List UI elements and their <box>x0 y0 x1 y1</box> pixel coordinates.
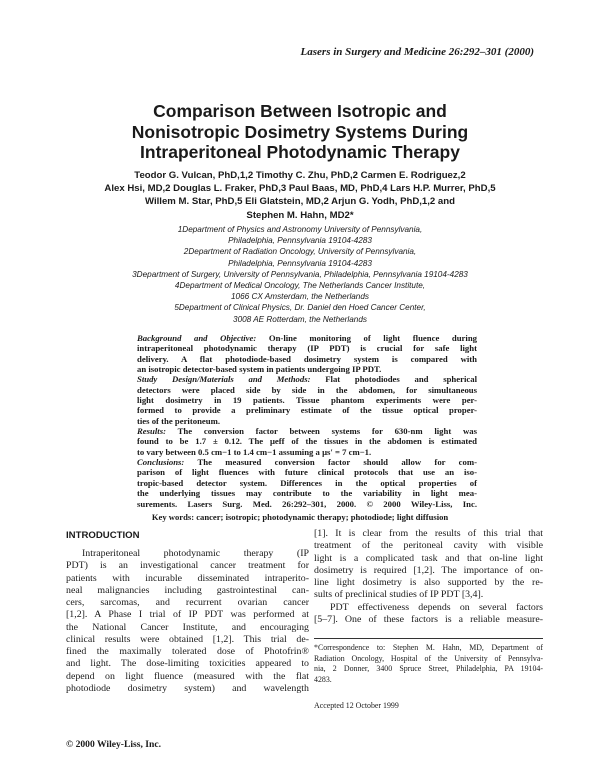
body-column-right <box>314 528 543 626</box>
abstract-line: formed to provide a preliminary estimate of the tissue optical proper- <box>137 405 477 416</box>
paper-title <box>60 101 540 163</box>
keywords: Key words: cancer; isotropic; photodynamic therapy; photodiode; light diffusion <box>151 512 449 522</box>
abstract-line: ties of the peritoneum. <box>137 415 220 426</box>
affiliation-line: 3008 AE Rotterdam, the Netherlands <box>233 314 367 324</box>
footnote-divider <box>314 638 543 639</box>
abstract-line: detectors were placed side by side in the abdomen, for simultaneous <box>137 384 477 395</box>
body-line: treatment of the peritoneal cavity with visible <box>314 540 543 552</box>
affiliation-line: 1066 CX Amsterdam, the Netherlands <box>230 292 370 302</box>
affiliations <box>60 224 540 325</box>
body-line: photodiode dosimetry system) and wavelength <box>66 682 309 694</box>
abstract-line: Flat photodiodes and spherical <box>325 374 477 385</box>
body-line: dosimetry is required [1,2]. The importance of on- <box>314 564 543 576</box>
section-heading-introduction: INTRODUCTION <box>66 530 140 541</box>
body-line: cers, sarcomas, and recurrent ovarian cancer <box>66 597 309 608</box>
abstract-heading-study: Study Design/Materials and Methods: <box>137 374 311 385</box>
body-line: [1,2]. A Phase I trial of IP PDT was performed at <box>66 609 309 621</box>
footnote-line: Radiation Oncology, Hospital of the University of Pennsylva- <box>314 653 543 663</box>
affiliation-line: 5Department of Clinical Physics, Dr. Daniel den Hoed Cancer Center, <box>174 303 426 313</box>
body-line: [1]. It is clear from the results of this trial that <box>314 528 543 539</box>
footnote-line: nia, 2 Donner, 3400 Spruce Street, Philadelphia, PA 19104- <box>314 664 543 674</box>
affiliation-line: 4Department of Medical Oncology, The Netherlands Cancer Institute, <box>174 281 426 291</box>
affiliation-line: Philadelphia, Pennsylvania 19104-4283 <box>228 236 372 246</box>
body-line: neal malignancies including gastrointestinal can- <box>66 584 309 596</box>
abstract <box>137 333 477 509</box>
journal-citation: Lasers in Surgery and Medicine 26:292–301 (2000) <box>300 46 534 58</box>
abstract-line: found to be 1.7 ± 0.12. The μeff of the tissues in the abdomen is estimated <box>137 436 477 447</box>
body-line: depend on light fluence (measured with the flat <box>66 670 309 682</box>
body-line: and light. The dose-limiting toxicities appeared to <box>66 658 309 670</box>
body-line: line light dosimetry is also supported by the re- <box>314 577 543 588</box>
body-line: the National Cancer Institute, and encouraging <box>66 621 309 633</box>
abstract-heading-background: Background and Objective: <box>137 333 257 343</box>
accepted-date: Accepted 12 October 1999 <box>314 701 399 710</box>
body-line: fined the maximally tolerated dose of Photofrin® <box>66 646 309 657</box>
body-line: light is a complicated task and that on-line light <box>314 552 543 564</box>
body-line: patients with incurable disseminated intraperito- <box>66 572 309 584</box>
abstract-line: delivery. A flat photodiode-based dosimetry system is compared with <box>137 353 477 364</box>
body-line: PDT) is an investigational cancer treatment for <box>66 560 309 572</box>
affiliation-line: 2Department of Radiation Oncology, University of Pennsylvania, <box>183 247 417 257</box>
author-line: Alex Hsi, MD,2 Douglas L. Fraker, PhD,3 Paul Baas, MD, PhD,4 Lars H.P. Murrer, PhD,5 <box>104 183 496 195</box>
body-line: sults of preclinical studies of IP PDT [3,4]. <box>314 589 484 601</box>
title-line: Intraperitoneal Photodynamic Therapy <box>140 142 460 162</box>
abstract-line: light dosimetry in 19 patients. Tissue phantom experiments were per- <box>137 395 477 406</box>
affiliation-line: 3Department of Surgery, University of Pennsylvania, Philadelphia, Pennsylvania 19104-4283 <box>132 269 468 279</box>
author-line: Teodor G. Vulcan, PhD,1,2 Timothy C. Zhu, PhD,2 Carmen E. Rodriguez,2 <box>134 170 466 181</box>
copyright-notice: © 2000 Wiley-Liss, Inc. <box>66 739 162 750</box>
body-line: PDT effectiveness depends on several factors <box>330 601 543 613</box>
author-line: Willem M. Star, PhD,5 Eli Glatstein, MD,2 Arjun G. Yodh, PhD,1,2 and <box>145 196 455 208</box>
abstract-line: tropic-based detector system. Differences in the optical properties of <box>137 477 477 488</box>
abstract-line: to vary between 0.5 cm−1 to 1.4 cm−1 assuming a μs′ = 7 cm−1. <box>137 446 372 457</box>
correspondence-footnote <box>314 643 543 685</box>
body-line: clinical results were obtained [1,2]. This trial de- <box>66 633 309 645</box>
author-line: Stephen M. Hahn, MD2* <box>246 209 354 221</box>
title-line: Comparison Between Isotropic and <box>153 101 447 121</box>
affiliation-line: Philadelphia, Pennsylvania 19104-4283 <box>228 258 372 268</box>
abstract-line: parison of light fluences with future clinical protocols that use an iso- <box>137 467 477 478</box>
abstract-line: The measured conversion factor should allow for com- <box>197 457 478 468</box>
abstract-line: surements. Lasers Surg. Med. 26:292–301, 2000. © 2000 Wiley-Liss, Inc. <box>137 498 477 509</box>
abstract-line: On-line monitoring of light fluence during <box>268 333 477 343</box>
abstract-line: the underlying tissues may contribute to the variability in light mea- <box>137 488 477 499</box>
author-list <box>60 169 540 222</box>
abstract-heading-conclusions: Conclusions: <box>137 457 185 468</box>
footnote-line: *Correspondence to: Stephen M. Hahn, MD, Department of <box>314 643 543 652</box>
footnote-line: 4283. <box>314 674 332 684</box>
affiliation-line: 1Department of Physics and Astronomy University of Pennsylvania, <box>177 225 423 234</box>
body-line: [5–7]. One of these factors is a reliable measure- <box>314 613 543 625</box>
abstract-line: an isotropic detector-based system in patients undergoing IP PDT. <box>137 364 382 375</box>
abstract-line: The conversion factor between systems for 630-nm light was <box>177 426 478 437</box>
abstract-line: intraperitoneal photodynamic therapy (IP PDT) is crucial for safe light <box>137 343 477 354</box>
abstract-heading-results: Results: <box>137 426 166 437</box>
title-line: Nonisotropic Dosimetry Systems During <box>131 121 469 142</box>
body-line: Intraperitoneal photodynamic therapy (IP <box>82 548 309 559</box>
body-column-left <box>66 548 309 695</box>
